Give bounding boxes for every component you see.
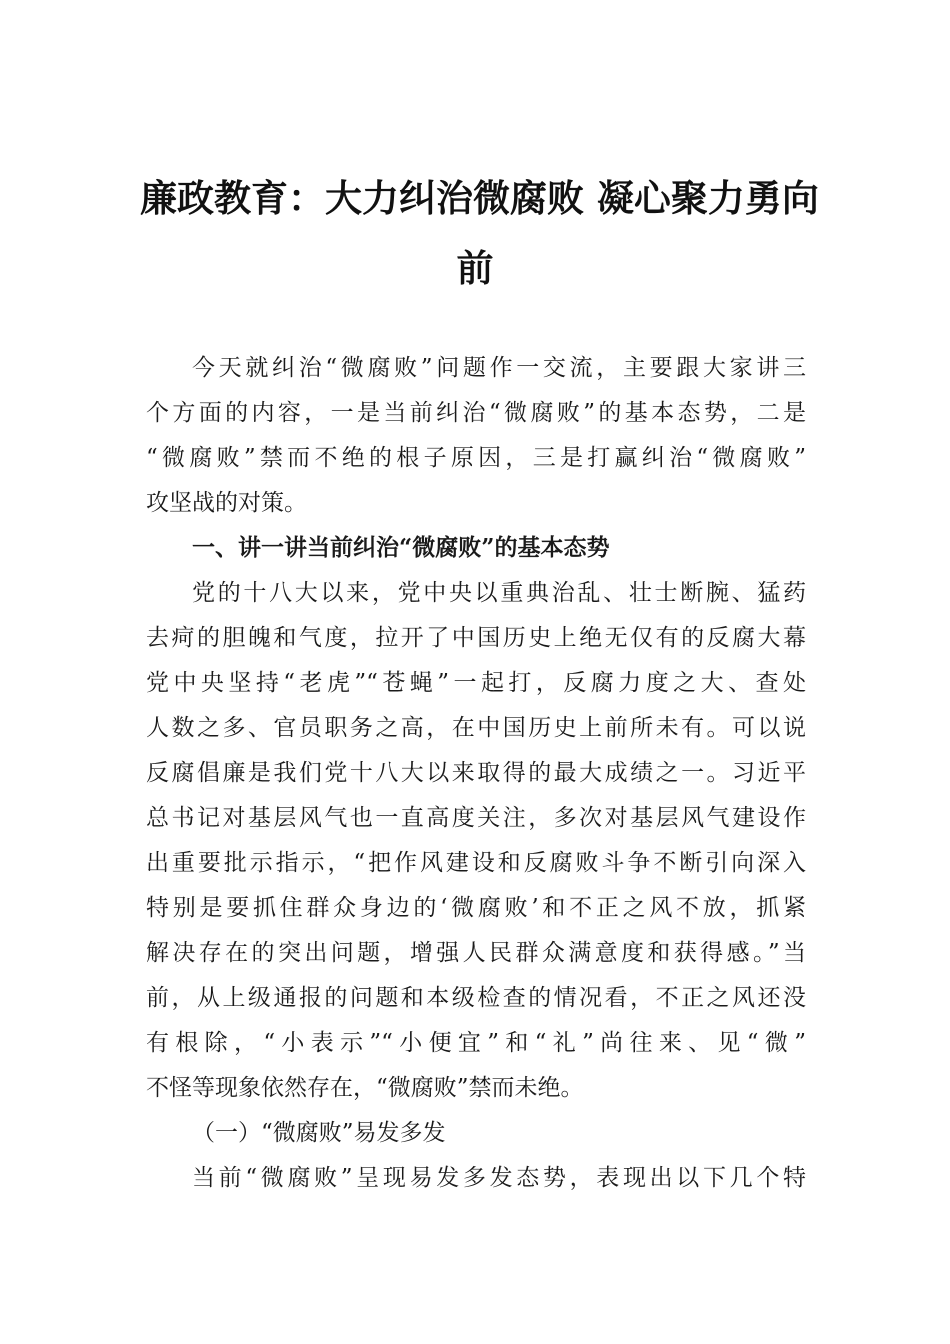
paragraph-line: 个方面的内容，一是当前纠治“微腐败”的基本态势，二是 (146, 400, 806, 426)
paragraph-line: 今天就纠治“微腐败”问题作一交流，主要跟大家讲三 (192, 355, 806, 381)
paragraph-line: 特别是要抓住群众身边的‘微腐败’和不正之风不放，抓紧 (146, 895, 806, 921)
section-heading: 一、讲一讲当前纠治“微腐败”的基本态势 (192, 534, 610, 561)
paragraph-line: 不怪等现象依然存在，“微腐败”禁而未绝。 (146, 1075, 584, 1101)
paragraph-line: 去疴的胆魄和气度，拉开了中国历史上绝无仅有的反腐大幕 (146, 625, 806, 651)
paragraph-line: 出重要批示指示，“把作风建设和反腐败斗争不断引向深入 (146, 850, 806, 876)
subsection-heading: （一）“微腐败”易发多发 (192, 1120, 446, 1146)
paragraph-line: 党中央坚持“老虎”“苍蝇”一起打，反腐力度之大、查处 (146, 670, 806, 696)
document-title-line-2: 前 (456, 246, 494, 290)
paragraph-line: 有根除，“小表示”“小便宜”和“礼”尚往来、见“微” (146, 1030, 806, 1056)
paragraph-line: 解决存在的突出问题，增强人民群众满意度和获得感。”当 (146, 940, 806, 966)
paragraph-line: 反腐倡廉是我们党十八大以来取得的最大成绩之一。习近平 (146, 760, 806, 786)
paragraph-line: 人数之多、官员职务之高，在中国历史上前所未有。可以说 (146, 715, 806, 741)
paragraph-line: 前，从上级通报的问题和本级检查的情况看，不正之风还没 (146, 985, 806, 1011)
paragraph-line: “微腐败”禁而不绝的根子原因，三是打赢纠治“微腐败” (146, 445, 806, 471)
document-title-line-1: 廉政教育：大力纠治微腐败 凝心聚力勇向 (140, 176, 819, 220)
paragraph-line: 当前“微腐败”呈现易发多发态势，表现出以下几个特 (192, 1165, 806, 1191)
paragraph-line: 党的十八大以来，党中央以重典治乱、壮士断腕、猛药 (192, 580, 806, 606)
paragraph-line: 总书记对基层风气也一直高度关注，多次对基层风气建设作 (146, 805, 806, 831)
paragraph-line: 攻坚战的对策。 (146, 490, 307, 516)
